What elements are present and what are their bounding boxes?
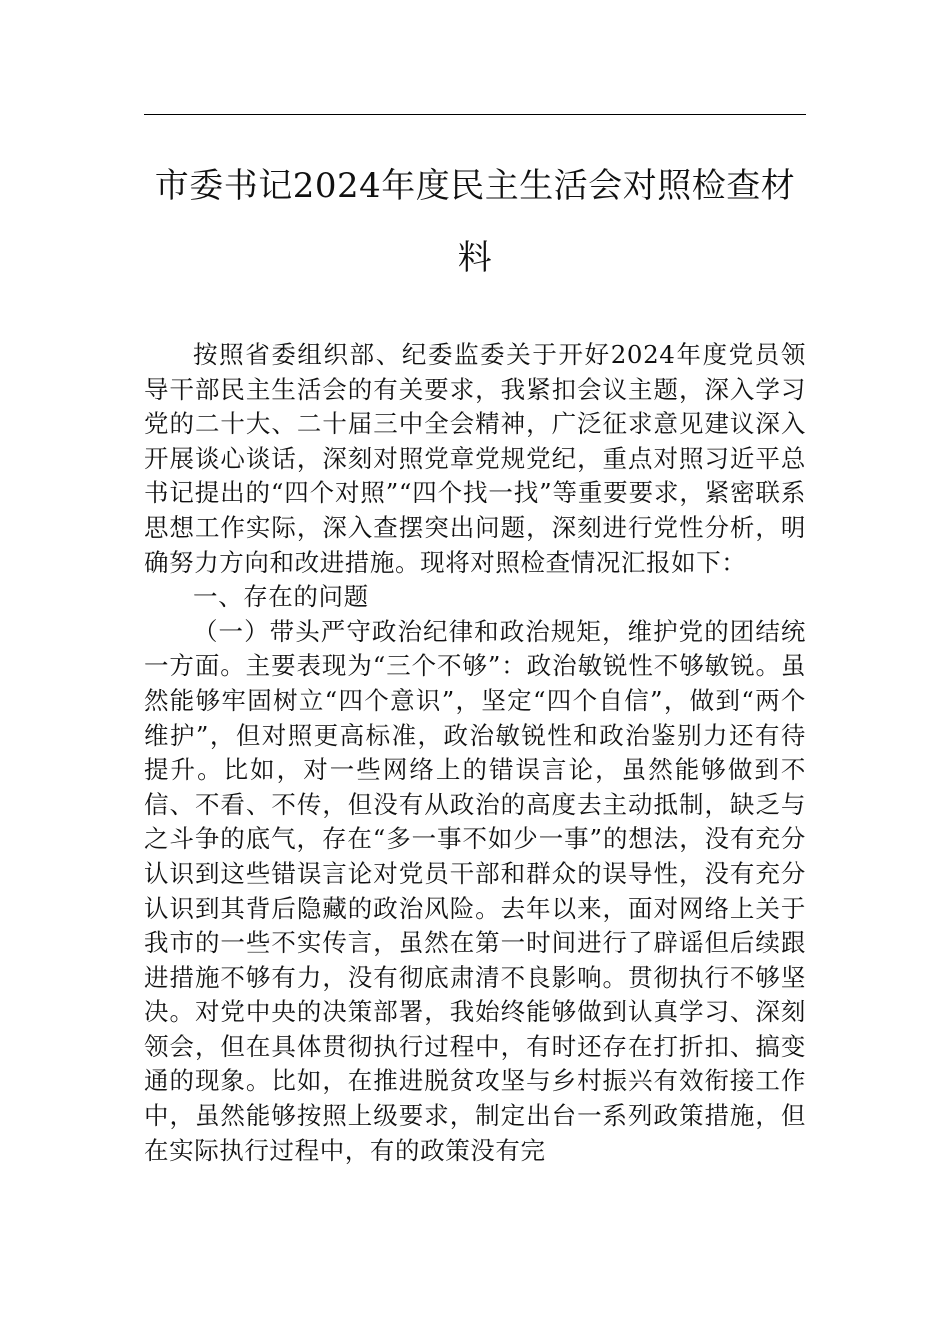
document-title: 市委书记2024年度民主生活会对照检查材料: [154, 166, 796, 278]
document-body: [144, 338, 806, 1168]
intro-paragraph: 按照省委组织部、纪委监委关于开好2024年度党员领导干部民主生活会的有关要求，我紧扣会议主题，深入学习党的二十大、二十届三中全会精神，广泛征求意见建议深入开展谈心谈话，深刻对照党章党规党纪，重点对照习近平总书记提出的“四个对照”“四个找一找”等重要要求，紧密联系思想工作实际，深入查摆突出问题，深刻进行党性分析，明确努力方向和改进措施。现将对照检查情况汇报如下：: [144, 340, 806, 577]
body-paragraph: （一）带头严守政治纪律和政治规矩，维护党的团结统一方面。主要表现为“三个不够”：政治敏锐性不够敏锐。虽然能够牢固树立“四个意识”，坚定“四个自信”，做到“两个维护”，但对照更高标准，政治敏锐性和政治鉴别力还有待提升。比如，对一些网络上的错误言论，虽然能够做到不信、不看、不传，但没有从政治的高度去主动抵制，缺乏与之斗争的底气，存在“多一事不如少一事”的想法，没有充分认识到这些错误言论对党员干部和群众的误导性，没有充分认识到其背后隐藏的政治风险。去年以来，面对网络上关于我市的一些不实传言，虽然在第一时间进行了辟谣但后续跟进措施不够有力，没有彻底肃清不良影响。贯彻执行不够坚决。对党中央的决策部署，我始终能够做到认真学习、深刻领会，但在具体贯彻执行过程中，有时还存在打折扣、搞变通的现象。比如，在推进脱贫攻坚与乡村振兴有效衔接工作中，虽然能够按照上级要求，制定出台一系列政策措施，但在实际执行过程中，有的政策没有完: [144, 616, 806, 1165]
header-rule: [144, 114, 806, 115]
section-heading: 一、存在的问题: [193, 582, 369, 612]
